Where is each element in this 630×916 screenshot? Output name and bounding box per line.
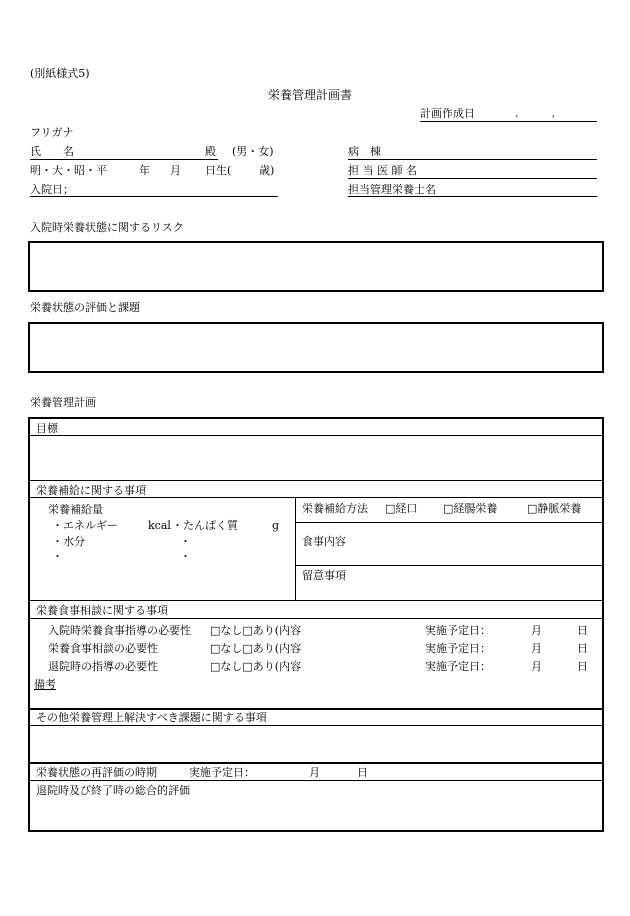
divider — [30, 600, 602, 601]
divider — [30, 762, 602, 764]
water-label: ・水分 — [52, 535, 85, 548]
evaluation-box[interactable] — [28, 322, 604, 373]
risk-box[interactable] — [28, 241, 604, 292]
divider — [30, 497, 602, 498]
dietitian-label: 担当管理栄養士名 — [348, 183, 436, 196]
plan-date-underline — [420, 121, 597, 122]
name-label: 氏 名 — [30, 145, 74, 158]
counsel-row-day: 日 — [577, 624, 588, 637]
bullet: ・ — [180, 550, 191, 563]
counsel-heading: 栄養食事相談に関する事項 — [36, 604, 168, 617]
discharge-evaluation-field[interactable] — [30, 799, 602, 830]
counsel-row-label: 栄養食事相談の必要性 — [48, 642, 158, 655]
divider — [30, 618, 602, 619]
method-label: 栄養補給方法 — [302, 502, 368, 515]
birth-era[interactable]: 明・大・昭・平 — [30, 164, 107, 177]
page-title: 栄養管理計画書 — [268, 88, 353, 102]
goal-field[interactable] — [30, 436, 602, 480]
admission-underline[interactable] — [30, 196, 278, 197]
goal-label: 目標 — [36, 422, 58, 435]
dietitian-underline[interactable] — [348, 196, 597, 197]
other-issues-label: その他栄養管理上解決すべき課題に関する事項 — [36, 711, 267, 724]
counsel-row-scheduled: 実施予定日： — [425, 624, 491, 637]
honorific: 殿 — [205, 145, 216, 158]
energy-label: ・エネルギー — [52, 519, 118, 532]
counsel-row-options[interactable]: □なし□あり(内容 — [210, 660, 302, 673]
birth-month: 月 — [170, 164, 181, 177]
plan-date-field[interactable]: . . — [515, 107, 555, 120]
method-iv-checkbox[interactable]: □静脈栄養 — [527, 502, 582, 515]
birth-year: 年 — [139, 164, 150, 177]
counsel-row-month: 月 — [531, 660, 542, 673]
doctor-underline[interactable] — [348, 178, 597, 179]
plan-date-label: 計画作成日 — [420, 107, 475, 120]
gram-unit: g — [272, 519, 280, 532]
risk-heading: 入院時栄養状態に関するリスク — [30, 221, 184, 234]
furigana-label: フリガナ — [30, 126, 74, 139]
divider — [30, 708, 602, 710]
divider — [30, 780, 602, 781]
counsel-row-scheduled: 実施予定日： — [425, 642, 491, 655]
discharge-evaluation-label: 退院時及び終了時の総合的評価 — [36, 784, 190, 797]
counsel-row-label: 入院時栄養食事指導の必要性 — [48, 624, 191, 637]
notes-label: 留意事項 — [302, 569, 346, 582]
protein-label: ・たんぱく質 — [172, 519, 238, 532]
form-number: (別紙様式5) — [30, 67, 90, 80]
method-oral-checkbox[interactable]: □経口 — [385, 502, 418, 515]
divider — [296, 522, 602, 523]
reeval-day: 日 — [357, 766, 368, 779]
supply-amount-label: 栄養補給量 — [48, 503, 103, 516]
other-issues-field[interactable] — [30, 726, 602, 762]
counsel-row-day: 日 — [577, 642, 588, 655]
reeval-scheduled: 実施予定日： — [189, 766, 255, 779]
method-enteral-checkbox[interactable]: □経腸栄養 — [443, 502, 498, 515]
name-underline[interactable] — [30, 159, 218, 160]
counsel-row-month: 月 — [531, 642, 542, 655]
evaluation-heading: 栄養状態の評価と課題 — [30, 301, 140, 314]
remarks-label: 備考 — [34, 678, 56, 691]
ward-underline[interactable] — [348, 159, 597, 160]
column-divider — [295, 497, 296, 600]
counsel-row-month: 月 — [531, 624, 542, 637]
supply-heading: 栄養補給に関する事項 — [36, 484, 146, 497]
divider — [30, 480, 602, 481]
counsel-row-day: 日 — [577, 660, 588, 673]
reeval-label: 栄養状態の再評価の時期 — [36, 766, 157, 779]
bullet: ・ — [180, 535, 191, 548]
plan-table — [28, 417, 604, 832]
counsel-row-options[interactable]: □なし□あり(内容 — [210, 642, 302, 655]
counsel-row-label: 退院時の指導の必要性 — [48, 660, 158, 673]
doctor-label: 担 当 医 師 名 — [348, 164, 417, 177]
plan-heading: 栄養管理計画 — [30, 396, 96, 409]
birth-day: 日生( — [205, 164, 232, 177]
counsel-row-scheduled: 実施予定日： — [425, 660, 491, 673]
counsel-row-options[interactable]: □なし□あり(内容 — [210, 624, 302, 637]
kcal-unit: kcal — [148, 519, 171, 532]
age-label: 歳) — [259, 164, 275, 177]
ward-label: 病 棟 — [348, 145, 381, 158]
divider — [296, 565, 602, 566]
reeval-month: 月 — [309, 766, 320, 779]
meal-label: 食事内容 — [302, 535, 346, 548]
admission-label: 入院日； — [30, 183, 74, 196]
sex-options[interactable]: (男・女) — [232, 145, 274, 158]
bullet: ・ — [52, 550, 63, 563]
